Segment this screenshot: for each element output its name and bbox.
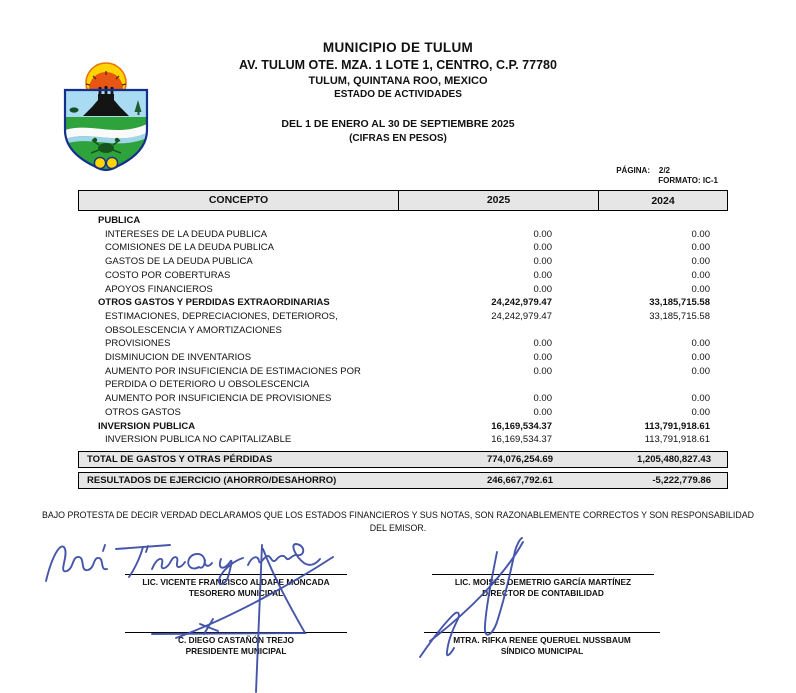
value-2025: 0.00	[533, 256, 552, 268]
row-label: PERDIDA O DETERIORO U OBSOLESCENCIA	[105, 379, 310, 391]
value-2025: 774,076,254.69	[486, 453, 553, 465]
table-row	[78, 433, 728, 447]
value-2024: 0.00	[691, 338, 710, 350]
table-header	[78, 190, 728, 211]
header-concepto: CONCEPTO	[79, 191, 399, 210]
row-label: PROVISIONES	[105, 338, 171, 350]
value-2024	[552, 378, 710, 392]
row-label: OTROS GASTOS Y PERDIDAS EXTRAORDINARIAS	[98, 297, 330, 309]
statement-table	[78, 190, 728, 489]
format-code: FORMATO: IC-1	[658, 176, 718, 185]
value-2024: -5,222,779.86	[652, 474, 711, 486]
table-row	[78, 420, 728, 434]
report-period: DEL 1 DE ENERO AL 30 DE SEPTIEMBRE 2025	[281, 118, 515, 130]
value-2025: 0.00	[533, 242, 552, 254]
entity-address: AV. TULUM OTE. MZA. 1 LOTE 1, CENTRO, C.P. 77780	[239, 58, 557, 72]
table-row	[78, 406, 728, 420]
value-2025	[400, 378, 552, 392]
page-meta	[570, 166, 720, 186]
table-body	[78, 211, 728, 447]
value-2024: 0.00	[691, 393, 710, 405]
table-row	[78, 365, 728, 379]
entity-title: MUNICIPIO DE TULUM	[322, 40, 474, 55]
page-number: PÁGINA: 2/2	[616, 166, 670, 175]
value-2024: 0.00	[691, 242, 710, 254]
table-row	[78, 351, 728, 365]
report-title: ESTADO DE ACTIVIDADES	[334, 89, 462, 100]
table-row	[78, 392, 728, 406]
value-2024: 33,185,715.58	[649, 310, 710, 322]
entity-city: TULUM, QUINTANA ROO, MEXICO	[308, 75, 488, 87]
value-2025: 0.00	[533, 352, 552, 364]
signature-block-contabilidad	[432, 574, 654, 598]
value-2025: 0.00	[533, 228, 552, 240]
value-2024: 1,205,480,827.43	[637, 453, 711, 465]
table-row	[78, 378, 728, 392]
total-row	[78, 451, 728, 468]
value-2024: 33,185,715.58	[649, 297, 710, 309]
signature-line	[432, 574, 654, 575]
row-label: INTERESES DE LA DEUDA PUBLICA	[105, 228, 268, 240]
signature-line	[125, 632, 347, 633]
value-2025: 24,242,979.47	[491, 297, 552, 309]
report-units: (CIFRAS EN PESOS)	[349, 133, 447, 144]
signer-title: PRESIDENTE MUNICIPAL	[185, 645, 287, 656]
signer-name: MTRA. RIFKA RENEE QUERUEL NUSSBAUM	[453, 635, 631, 645]
row-label: COMISIONES DE LA DEUDA PUBLICA	[105, 242, 274, 254]
signature-line	[424, 632, 660, 633]
value-2024: 0.00	[691, 365, 710, 377]
declaration-text: BAJO PROTESTA DE DECIR VERDAD DECLARAMOS QUE LOS ESTADOS FINANCIEROS Y SUS NOTAS, SON RAZONABLEMENTE CORRECTOS Y SON RESPONSABILIDAD DEL EMISOR.	[42, 510, 754, 533]
signature-block-sindico	[424, 632, 660, 656]
value-2024: 113,791,918.61	[644, 434, 710, 446]
value-2024: 0.00	[691, 283, 710, 295]
signer-title: TESORERO MUNICIPAL	[188, 587, 284, 598]
value-2024	[552, 214, 710, 228]
signature-block-presidente	[125, 632, 347, 656]
value-2024: 0.00	[691, 406, 710, 418]
row-label: TOTAL DE GASTOS Y OTRAS PÉRDIDAS	[87, 453, 273, 465]
value-2025: 0.00	[533, 338, 552, 350]
signer-name: LIC. VICENTE FRANCISCO ALDAPE MONCADA	[142, 577, 330, 587]
table-row	[78, 283, 728, 297]
row-label: INVERSION PUBLICA	[98, 420, 196, 432]
signer-name: LIC. MOISES DEMETRIO GARCÍA MARTÍNEZ	[454, 577, 632, 587]
value-2024: 0.00	[691, 269, 710, 281]
value-2025: 0.00	[533, 406, 552, 418]
table-row	[78, 269, 728, 283]
table-row	[78, 241, 728, 255]
row-label: PUBLICA	[98, 215, 141, 226]
signer-name: C. DIEGO CASTAÑÓN TREJO	[177, 635, 294, 645]
value-2024: 0.00	[691, 256, 710, 268]
row-label: OBSOLESCENCIA Y AMORTIZACIONES	[105, 324, 282, 336]
row-label: APOYOS FINANCIEROS	[105, 283, 213, 295]
table-row	[78, 228, 728, 242]
header-2024: 2024	[651, 194, 675, 207]
table-row	[78, 324, 728, 338]
row-label: RESULTADOS DE EJERCICIO (AHORRO/DESAHORRO)	[87, 474, 337, 486]
signer-title: SÍNDICO MUNICIPAL	[500, 645, 584, 656]
signature-line	[125, 574, 347, 575]
value-2025: 0.00	[533, 393, 552, 405]
value-2024	[552, 324, 710, 338]
document-header	[0, 40, 796, 144]
row-label: GASTOS DE LA DEUDA PUBLICA	[105, 256, 253, 268]
table-row	[78, 337, 728, 351]
row-label: ESTIMACIONES, DEPRECIACIONES, DETERIOROS,	[105, 310, 338, 322]
table-row	[78, 214, 728, 228]
value-2025: 16,169,534.37	[491, 420, 552, 432]
signature-stroke-presidente	[152, 545, 333, 692]
signature-block-tesorero	[125, 574, 347, 598]
value-2025: 0.00	[533, 365, 552, 377]
value-2025: 0.00	[533, 283, 552, 295]
row-label: COSTO POR COBERTURAS	[105, 269, 231, 281]
table-row	[78, 310, 728, 324]
value-2025	[400, 324, 552, 338]
value-2024: 0.00	[691, 352, 710, 364]
row-label: DISMINUCION DE INVENTARIOS	[105, 352, 252, 364]
value-2025: 0.00	[533, 269, 552, 281]
value-2025: 16,169,534.37	[491, 434, 552, 446]
signer-title: DIRECTOR DE CONTABILIDAD	[482, 587, 604, 598]
table-row	[78, 255, 728, 269]
value-2024: 0.00	[691, 228, 710, 240]
row-label: AUMENTO POR INSUFICIENCIA DE PROVISIONES	[105, 393, 332, 405]
header-2025: 2025	[399, 191, 599, 210]
row-label: INVERSION PUBLICA NO CAPITALIZABLE	[105, 434, 292, 446]
value-2024: 113,791,918.61	[644, 420, 710, 432]
value-2025	[400, 214, 552, 228]
results-row	[78, 472, 728, 489]
value-2025: 24,242,979.47	[491, 310, 552, 322]
row-label: OTROS GASTOS	[105, 406, 181, 418]
table-row	[78, 296, 728, 310]
row-label: AUMENTO POR INSUFICIENCIA DE ESTIMACIONES POR	[105, 365, 361, 377]
value-2025: 246,667,792.61	[486, 474, 553, 486]
